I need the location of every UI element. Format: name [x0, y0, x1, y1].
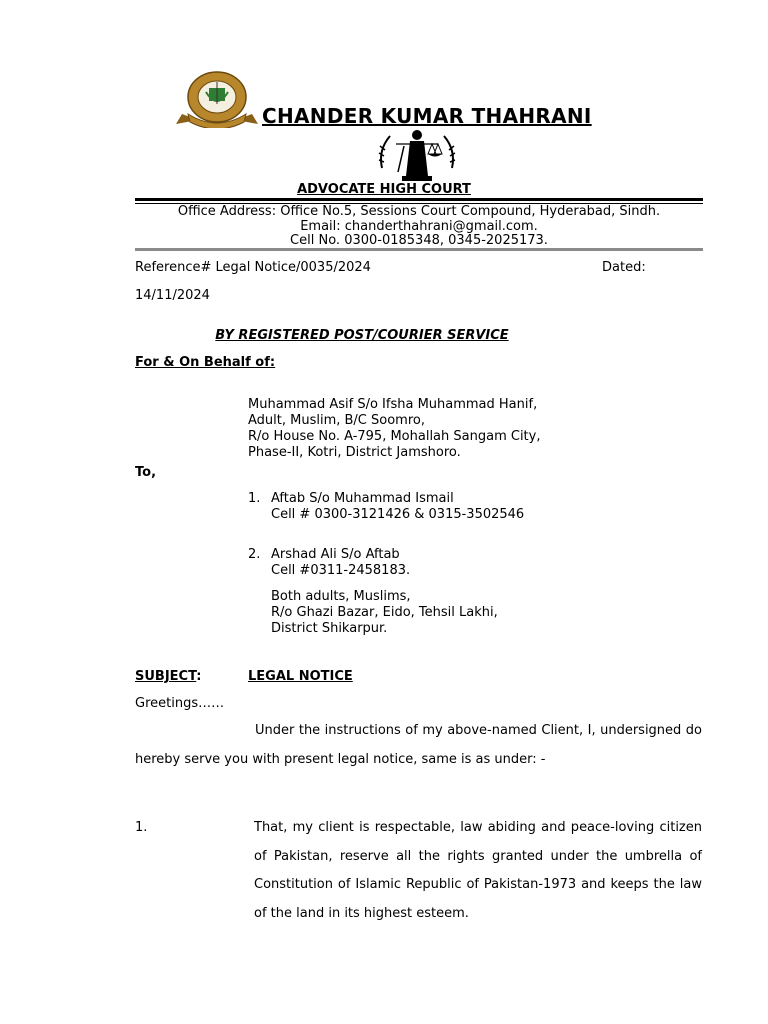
point-text: That, my client is respectable, law abiding and peace-loving citizen of Pakistan, reserve all the rights granted under the umbrella of Constitution of Islamic Republic of Pakistan-1973 and keeps the law of the land in its highest esteem. [254, 820, 702, 921]
advocate-name: CHANDER KUMAR THAHRANI [262, 104, 592, 128]
recipient-name: Arshad Ali S/o Aftab [271, 547, 400, 562]
subject-label-wrap [135, 669, 201, 684]
recipient-name: Aftab S/o Muhammad Ismail [271, 491, 454, 506]
recipient-cell: Cell #0311-2458183. [271, 563, 411, 578]
delivery-mode: BY REGISTERED POST/COURIER SERVICE [215, 328, 509, 343]
recipient-number: 1. [248, 491, 261, 506]
greeting: Greetings…… [135, 696, 225, 711]
client-line: Adult, Muslim, B/C Soomro, [248, 413, 425, 428]
intro-paragraph [135, 717, 702, 774]
client-line: Muhammad Asif S/o Ifsha Muhammad Hanif, [248, 397, 538, 412]
subject-colon: : [196, 669, 202, 684]
header-rule-bottom [135, 248, 703, 251]
client-line: R/o House No. A-795, Mohallah Sangam City, [248, 429, 541, 444]
lady-justice-emblem [376, 126, 458, 186]
point-number: 1. [135, 820, 148, 835]
recipients-common [271, 589, 498, 637]
office-cell: Cell No. 0300-0185348, 0345-2025173. [290, 233, 548, 248]
designation: ADVOCATE HIGH COURT [297, 182, 471, 197]
client-details [248, 397, 540, 461]
subject-value: LEGAL NOTICE [248, 669, 353, 684]
office-email: Email: chanderthahrani@gmail.com. [300, 219, 538, 234]
subject-label: SUBJECT [135, 669, 197, 684]
sindh-bar-council-logo [176, 70, 258, 128]
common-line: District Shikarpur. [271, 621, 388, 636]
intro-text: Under the instructions of my above-named Client, I, undersigned do hereby serve you with present legal notice, same is as under: - [135, 723, 702, 767]
recipient-cell: Cell # 0300-3121426 & 0315-3502546 [271, 507, 525, 522]
recipient-number: 2. [248, 547, 261, 562]
office-address: Office Address: Office No.5, Sessions Court Compound, Hyderabad, Sindh. [177, 204, 661, 219]
common-line: Both adults, Muslims, [271, 589, 411, 604]
header-rule-thick [135, 198, 703, 201]
recipient-item [248, 491, 524, 523]
to-label: To, [135, 465, 157, 480]
reference-date: 14/11/2024 [135, 288, 210, 303]
common-line: R/o Ghazi Bazar, Eido, Tehsil Lakhi, [271, 605, 498, 620]
behalf-label: For & On Behalf of: [135, 355, 276, 370]
dated-label: Dated: [602, 260, 646, 275]
client-line: Phase-II, Kotri, District Jamshoro. [248, 445, 461, 460]
reference-number: Reference# Legal Notice/0035/2024 [135, 260, 371, 275]
recipient-item [248, 547, 410, 579]
